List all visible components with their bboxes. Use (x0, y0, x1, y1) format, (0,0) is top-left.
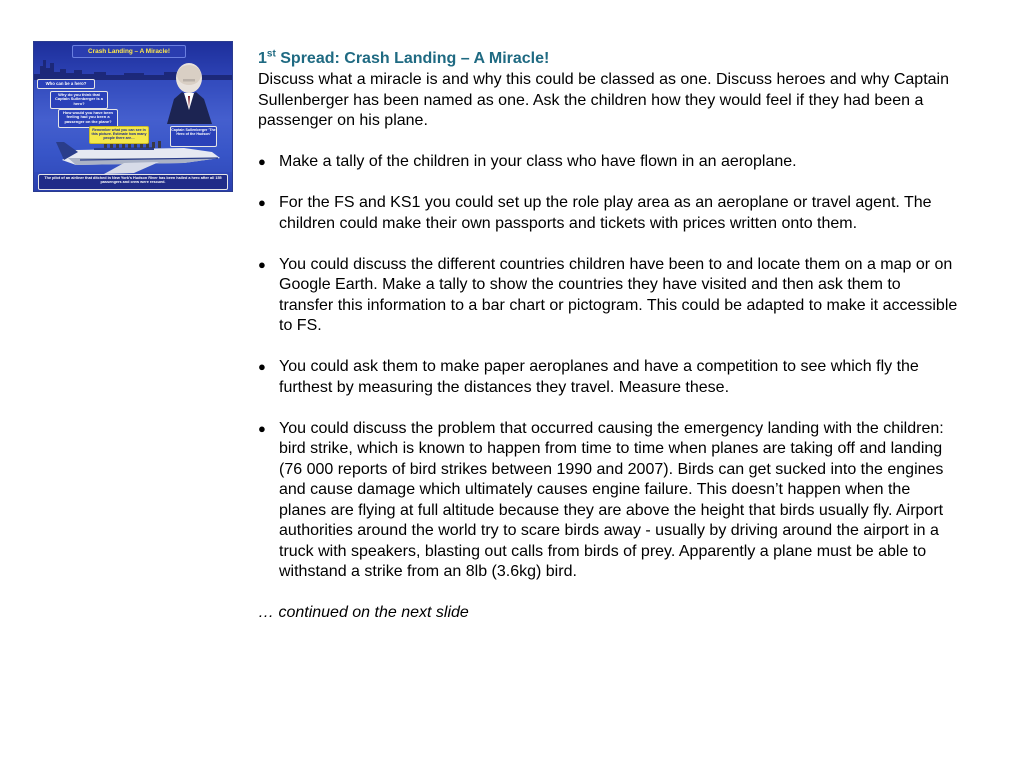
list-item-text: For the FS and KS1 you could set up the role play area as an aeroplane or travel agent. The children could make their own passports and tickets with prices written onto them. (279, 194, 932, 232)
list-item (258, 357, 958, 398)
page-title (258, 48, 958, 70)
intro-paragraph: Discuss what a miracle is and why this could be classed as one. Discuss heroes and why Captain Sullenberger has been named as one. Ask the children how they would feel if they had been a passenger on his plane. (258, 71, 949, 129)
list-item-text: You could ask them to make paper aeroplanes and have a competition to see which fly the furthest by measuring the distances they travel. Measure these. (279, 358, 919, 396)
list-item-text: You could discuss the different countries children have been to and locate them on a map or on Google Earth. Make a tally to show the countries they have visited and then ask them to transfer this information to a bar chart or pictogram. This could be adapted to make it accessible to FS. (279, 255, 958, 334)
list-item-text: You could discuss the problem that occurred causing the emergency landing with the children: bird strike, which is known to happen from time to time when planes are taking off and landing (76 000 reports of bird strikes between 1990 and 2007). Birds can get sucked into the engines and cause damage which ultimately causes engine failure. This doesn’t happen when the planes are flying at full altitude because they are above the height that birds usually fly. Airport authorities around the world try to scare birds away - usually by driving around the airport in a truck with speakers, blasting out calls from birds of prey. Apparently a plane must be able to withstand a strike from an 8lb (3.6kg) bird. (279, 419, 944, 580)
thumbnail-question-hero: Who can be a hero? (37, 79, 95, 89)
list-item (258, 152, 958, 173)
bullet-icon: ● (258, 256, 266, 272)
heading-ordinal: st (266, 48, 276, 60)
bullet-icon: ● (258, 195, 266, 210)
thumbnail-question-captain: Why do you think that Captain Sullenberger is a hero? (50, 91, 108, 109)
notes-content (258, 48, 958, 624)
bullet-icon: ● (258, 154, 266, 169)
thumbnail-note-captain: Captain Sullenberger 'The Hero of the Hudson' (170, 126, 217, 147)
heading-text: Spread: Crash Landing – A Miracle! (275, 50, 550, 67)
heading-number: 1 (258, 50, 267, 67)
list-item-text: Make a tally of the children in your class who have flown in an aeroplane. (279, 153, 797, 170)
bullet-icon: ● (258, 420, 266, 436)
thumbnail-question-feeling: How would you have been feeling had you been a passenger on the plane? (58, 109, 118, 128)
continued-note: … continued on the next slide (258, 604, 469, 621)
thumbnail-caption: The pilot of an airliner that ditched in New York's Hudson River has been hailed a hero after all 155 passengers and crew were rescued. (38, 174, 228, 190)
bullet-icon: ● (258, 359, 266, 374)
slide-thumbnail[interactable] (33, 41, 233, 192)
list-item (258, 255, 958, 337)
activity-list (258, 152, 958, 583)
thumbnail-note-estimate: Remember what you can see in this picture. Estimate how many people there are… (89, 126, 149, 144)
list-item (258, 419, 958, 583)
skyline-silhouette (34, 60, 232, 80)
list-item (258, 193, 958, 234)
thumbnail-title: Crash Landing – A Miracle! (72, 45, 186, 58)
